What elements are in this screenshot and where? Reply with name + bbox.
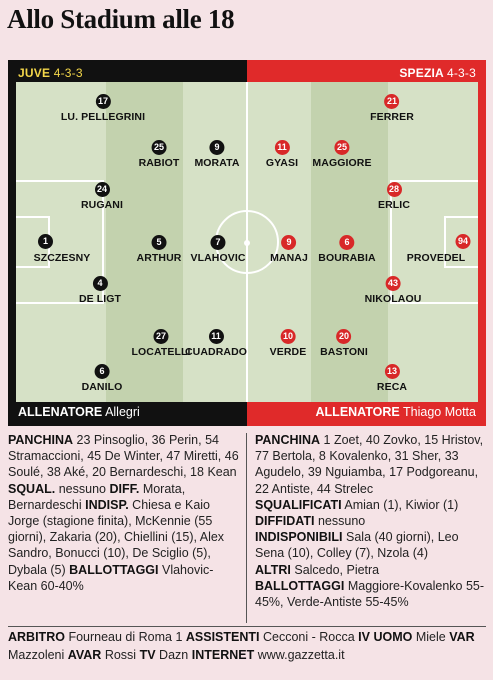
player-szczesny bbox=[38, 234, 53, 249]
home-team-header bbox=[18, 66, 83, 80]
player-number: 43 bbox=[385, 276, 400, 291]
player-name: DE LIGT bbox=[78, 293, 122, 305]
website-link[interactable]: www.gazzetta.it bbox=[257, 647, 345, 662]
player-name: ERLIC bbox=[378, 199, 410, 211]
player-bastoni bbox=[320, 329, 368, 358]
player-name: FERRER bbox=[370, 111, 414, 123]
home-coach bbox=[18, 405, 140, 419]
player-name: RECA bbox=[376, 381, 408, 393]
referee-name: Fourneau di Roma 1 bbox=[68, 630, 183, 644]
player-maggiore bbox=[312, 140, 371, 169]
home-notes bbox=[8, 432, 240, 594]
player-number: 21 bbox=[385, 94, 400, 109]
lineup-board bbox=[8, 60, 486, 426]
away-team-name: SPEZIA bbox=[399, 66, 444, 80]
doubts-list: Vlahovic-Kean 60-40% bbox=[8, 562, 214, 593]
player-number: 11 bbox=[208, 329, 223, 344]
fourth-official-name: Miele bbox=[415, 630, 446, 644]
player-name: DANILO bbox=[81, 381, 123, 393]
avar-label: AVAR bbox=[67, 647, 102, 662]
player-number: 94 bbox=[456, 234, 471, 249]
player-number: 20 bbox=[336, 329, 351, 344]
player-name: BOURABIA bbox=[318, 252, 376, 264]
doubts-label: BALLOTTAGGI bbox=[69, 562, 159, 577]
player-name: CUADRADO bbox=[184, 346, 248, 358]
assistants-names: Cecconi - Rocca bbox=[262, 630, 355, 644]
player-number: 13 bbox=[385, 364, 400, 379]
player-rabiot bbox=[139, 140, 180, 169]
page-title: Allo Stadium alle 18 bbox=[7, 4, 235, 34]
player-name: PROVEDEL bbox=[406, 252, 466, 264]
player-name: VLAHOVIC bbox=[190, 252, 246, 264]
player-cuadrado bbox=[185, 329, 247, 358]
player-name: RABIOT bbox=[138, 157, 180, 169]
doubts-list: Maggiore-Kovalenko 55-45%, Verde-Antiste 55-45% bbox=[255, 578, 485, 610]
away-notes bbox=[255, 432, 487, 610]
others-list: Salcedo, Pietra bbox=[294, 562, 380, 577]
suspended-label: SQUAL. bbox=[8, 481, 56, 496]
coach-name: Allegri bbox=[105, 405, 140, 419]
home-team-name: JUVE bbox=[18, 66, 51, 80]
player-danilo bbox=[82, 364, 123, 393]
player-number: 28 bbox=[387, 182, 402, 197]
player-number: 24 bbox=[94, 182, 109, 197]
player-number: 9 bbox=[282, 235, 297, 250]
player-number: 6 bbox=[94, 364, 109, 379]
assistants-label: ASSISTENTI bbox=[185, 630, 260, 644]
player-name: MORATA bbox=[194, 157, 240, 169]
player-locatelli bbox=[131, 329, 190, 358]
player-name: LOCATELLI bbox=[131, 346, 191, 358]
home-formation: 4-3-3 bbox=[53, 66, 83, 80]
warned-label: DIFFIDATI bbox=[255, 514, 315, 529]
tv-channel: Dazn bbox=[159, 647, 189, 662]
player-name: VERDE bbox=[269, 346, 307, 358]
unavailable-label: INDISPONIBILI bbox=[255, 530, 343, 545]
doubts-label: BALLOTTAGGI bbox=[255, 578, 345, 593]
player-gyasi bbox=[266, 140, 298, 169]
unavailable-label: INDISP. bbox=[85, 497, 129, 512]
player-number: 25 bbox=[151, 140, 166, 155]
player-name: LU. PELLEGRINI bbox=[60, 111, 146, 123]
player-lu-pellegrini bbox=[61, 94, 145, 123]
player-number: 9 bbox=[210, 140, 225, 155]
player-name: SZCZESNY bbox=[33, 252, 91, 264]
player-nikolaou bbox=[365, 276, 422, 305]
player-name: GYASI bbox=[265, 157, 299, 169]
avar-name: Rossi bbox=[104, 647, 137, 662]
internet-label: INTERNET bbox=[191, 647, 255, 662]
bench-list: 23 Pinsoglio, 36 Perin, 54 Stramaccioni, 45 De Winter, 47 Miretti, 46 Soulé, 38 Aké, 20 Bernardeschi, 18 Kean bbox=[8, 433, 239, 480]
player-name: RUGANI bbox=[80, 199, 124, 211]
player-manaj bbox=[270, 235, 308, 264]
coach-label: ALLENATORE bbox=[315, 405, 400, 419]
player-rugani bbox=[81, 182, 123, 211]
away-formation: 4-3-3 bbox=[446, 66, 476, 80]
player-szczesny-label bbox=[34, 250, 91, 264]
player-ferrer bbox=[370, 94, 414, 123]
player-bourabia bbox=[318, 235, 375, 264]
coach-name: Thiago Motta bbox=[403, 405, 476, 419]
suspended-list: Amian (1), Kiwior (1) bbox=[344, 497, 459, 512]
player-number: 27 bbox=[154, 329, 169, 344]
player-number: 6 bbox=[339, 235, 354, 250]
bench-list: 1 Zoet, 40 Zovko, 15 Hristov, 77 Bertola, 8 Kovalenko, 31 Sher, 33 Agudelo, 39 Nguiamba, 17 Podgoreanu, 22 Antiste, 44 Strelec bbox=[255, 433, 484, 496]
player-number: 11 bbox=[275, 140, 290, 155]
player-number: 17 bbox=[96, 94, 111, 109]
away-team-header bbox=[399, 66, 476, 80]
unavailable-list: Chiesa e Kaio Jorge (stagione finita), McKennie (55 giorni), Zakaria (20), Chiellini (15), Alex Sandro, Bonucci (10), De Sciglio (5), Dybala (5) bbox=[8, 497, 225, 577]
footer-divider bbox=[8, 626, 486, 627]
column-divider bbox=[246, 433, 247, 623]
player-provedel bbox=[456, 234, 471, 249]
var-label: VAR bbox=[449, 630, 475, 644]
player-vlahovic bbox=[190, 235, 245, 264]
bench-label: PANCHINA bbox=[8, 433, 74, 447]
away-coach bbox=[316, 405, 476, 419]
unavailable-list: Sala (40 giorni), Leo Sena (10), Colley (7), Nzola (4) bbox=[255, 530, 459, 561]
player-morata bbox=[194, 140, 239, 169]
referee-label: ARBITRO bbox=[8, 630, 65, 644]
player-arthur bbox=[137, 235, 182, 264]
player-number: 4 bbox=[93, 276, 108, 291]
player-name: BASTONI bbox=[320, 346, 368, 358]
player-name: ARTHUR bbox=[136, 252, 182, 264]
player-verde bbox=[270, 329, 307, 358]
player-provedel-label bbox=[407, 250, 466, 264]
player-name: NIKOLAOU bbox=[364, 293, 422, 305]
warned-label: DIFF. bbox=[109, 481, 140, 496]
others-label: ALTRI bbox=[255, 562, 291, 577]
match-officials bbox=[8, 629, 486, 664]
player-number: 5 bbox=[152, 235, 167, 250]
warned-list: nessuno bbox=[317, 514, 366, 529]
player-name: MAGGIORE bbox=[312, 157, 372, 169]
player-erlic bbox=[378, 182, 410, 211]
fourth-official-label: IV UOMO bbox=[358, 630, 413, 644]
player-reca bbox=[377, 364, 407, 393]
player-number: 25 bbox=[334, 140, 349, 155]
warned-list: Morata, Bernardeschi bbox=[8, 481, 186, 512]
player-de-ligt bbox=[79, 276, 121, 305]
player-number: 10 bbox=[281, 329, 296, 344]
coach-label: ALLENATORE bbox=[18, 405, 103, 419]
player-number: 1 bbox=[38, 234, 53, 249]
suspended-list: nessuno bbox=[58, 481, 106, 496]
player-number: 7 bbox=[211, 235, 226, 250]
tv-label: TV bbox=[139, 647, 156, 662]
var-name: Mazzoleni bbox=[8, 647, 65, 662]
pitch bbox=[16, 82, 478, 402]
suspended-label: SQUALIFICATI bbox=[255, 497, 342, 512]
player-name: MANAJ bbox=[270, 252, 308, 264]
bench-label: PANCHINA bbox=[255, 433, 321, 447]
